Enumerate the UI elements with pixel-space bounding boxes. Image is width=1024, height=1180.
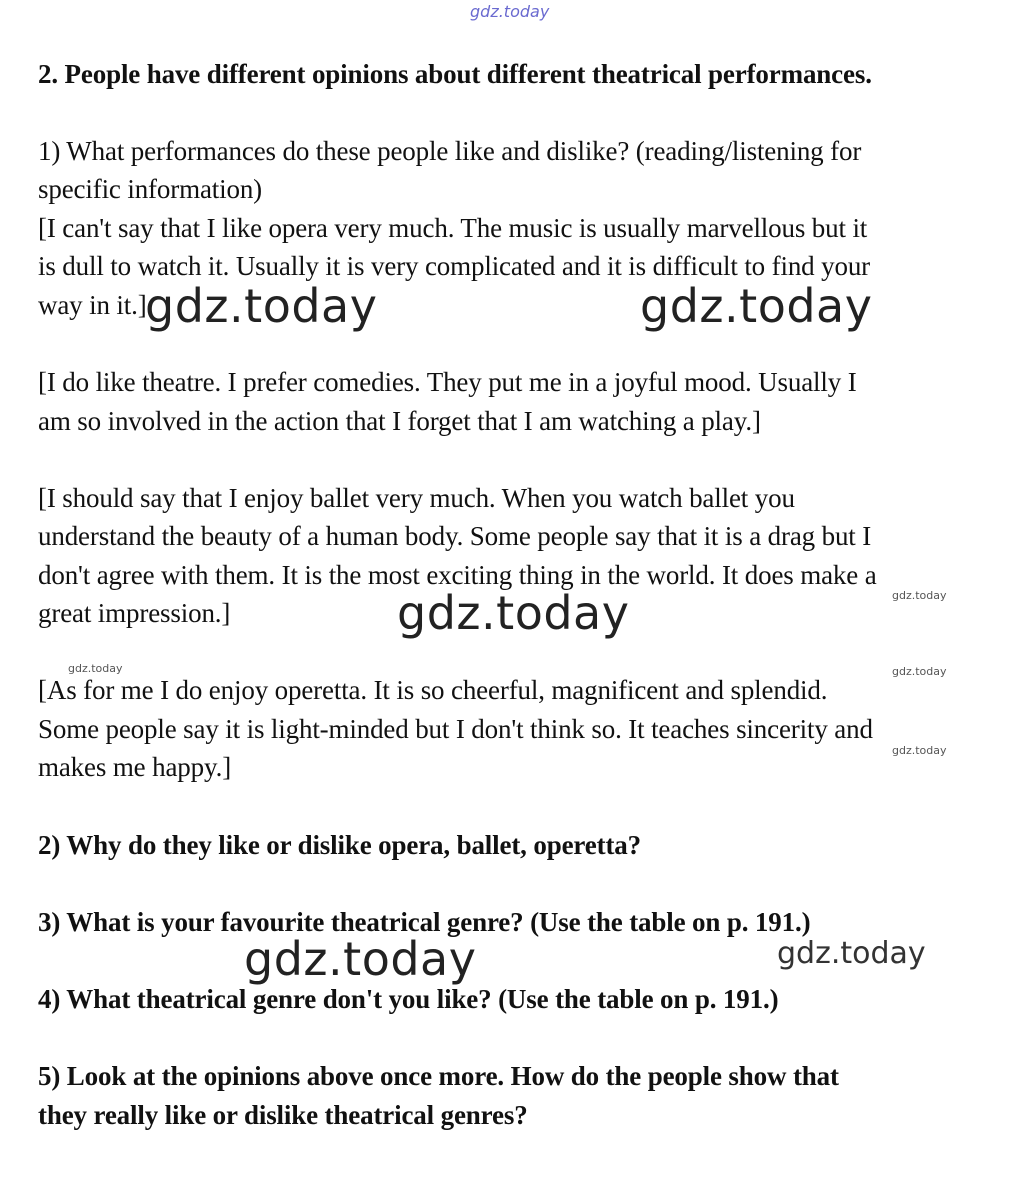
watermark-top: gdz.today [470,2,550,21]
opinion-operetta-line-3: makes me happy.] [38,752,232,782]
opinion-comedy-line-1: [I do like theatre. I prefer comedies. They put me in a joyful mood. Usually I [38,367,857,397]
watermark: gdz.today [640,279,873,333]
opinion-ballet-line-4: great impression.] [38,598,231,628]
question-1-line-2: specific information) [38,174,263,204]
opinion-ballet-line-2: understand the beauty of a human body. Some people say that it is a drag but I [38,521,872,551]
opinion-operetta-line-2: Some people say it is light-minded but I don't think so. It teaches sincerity and [38,714,873,744]
opinion-opera-line-3: way in it.] [38,290,147,320]
opinion-operetta-line-1: [As for me I do enjoy operetta. It is so cheerful, magnificent and splendid. [38,675,828,705]
watermark: gdz.today [777,936,926,971]
question-5-line-2: they really like or dislike theatrical genres? [38,1100,528,1130]
question-2: 2) Why do they like or dislike opera, ballet, operetta? [38,830,641,860]
question-1-line-1: 1) What performances do these people like and dislike? (reading/listening for [38,136,862,166]
opinion-ballet-line-3: don't agree with them. It is the most exciting thing in the world. It does make a [38,560,877,590]
question-5-line-1: 5) Look at the opinions above once more. How do the people show that [38,1061,839,1091]
question-3: 3) What is your favourite theatrical genre? (Use the table on p. 191.) [38,907,811,937]
watermark: gdz.today [892,665,947,678]
opinion-comedy-line-2: am so involved in the action that I forget that I am watching a play.] [38,406,761,436]
watermark: gdz.today [145,279,378,333]
question-4: 4) What theatrical genre don't you like? (Use the table on p. 191.) [38,984,779,1014]
watermark: gdz.today [892,589,947,602]
watermark: gdz.today [892,744,947,757]
watermark: gdz.today [68,662,123,675]
opinion-ballet-line-1: [I should say that I enjoy ballet very much. When you watch ballet you [38,483,795,513]
opinion-opera-line-1: [I can't say that I like opera very much. The music is usually marvellous but it [38,213,868,243]
watermark: gdz.today [397,586,630,640]
opinion-opera-line-2: is dull to watch it. Usually it is very complicated and it is difficult to find your [38,251,871,281]
task-title: 2. People have different opinions about different theatrical performances. [38,59,872,89]
watermark: gdz.today [244,932,477,986]
